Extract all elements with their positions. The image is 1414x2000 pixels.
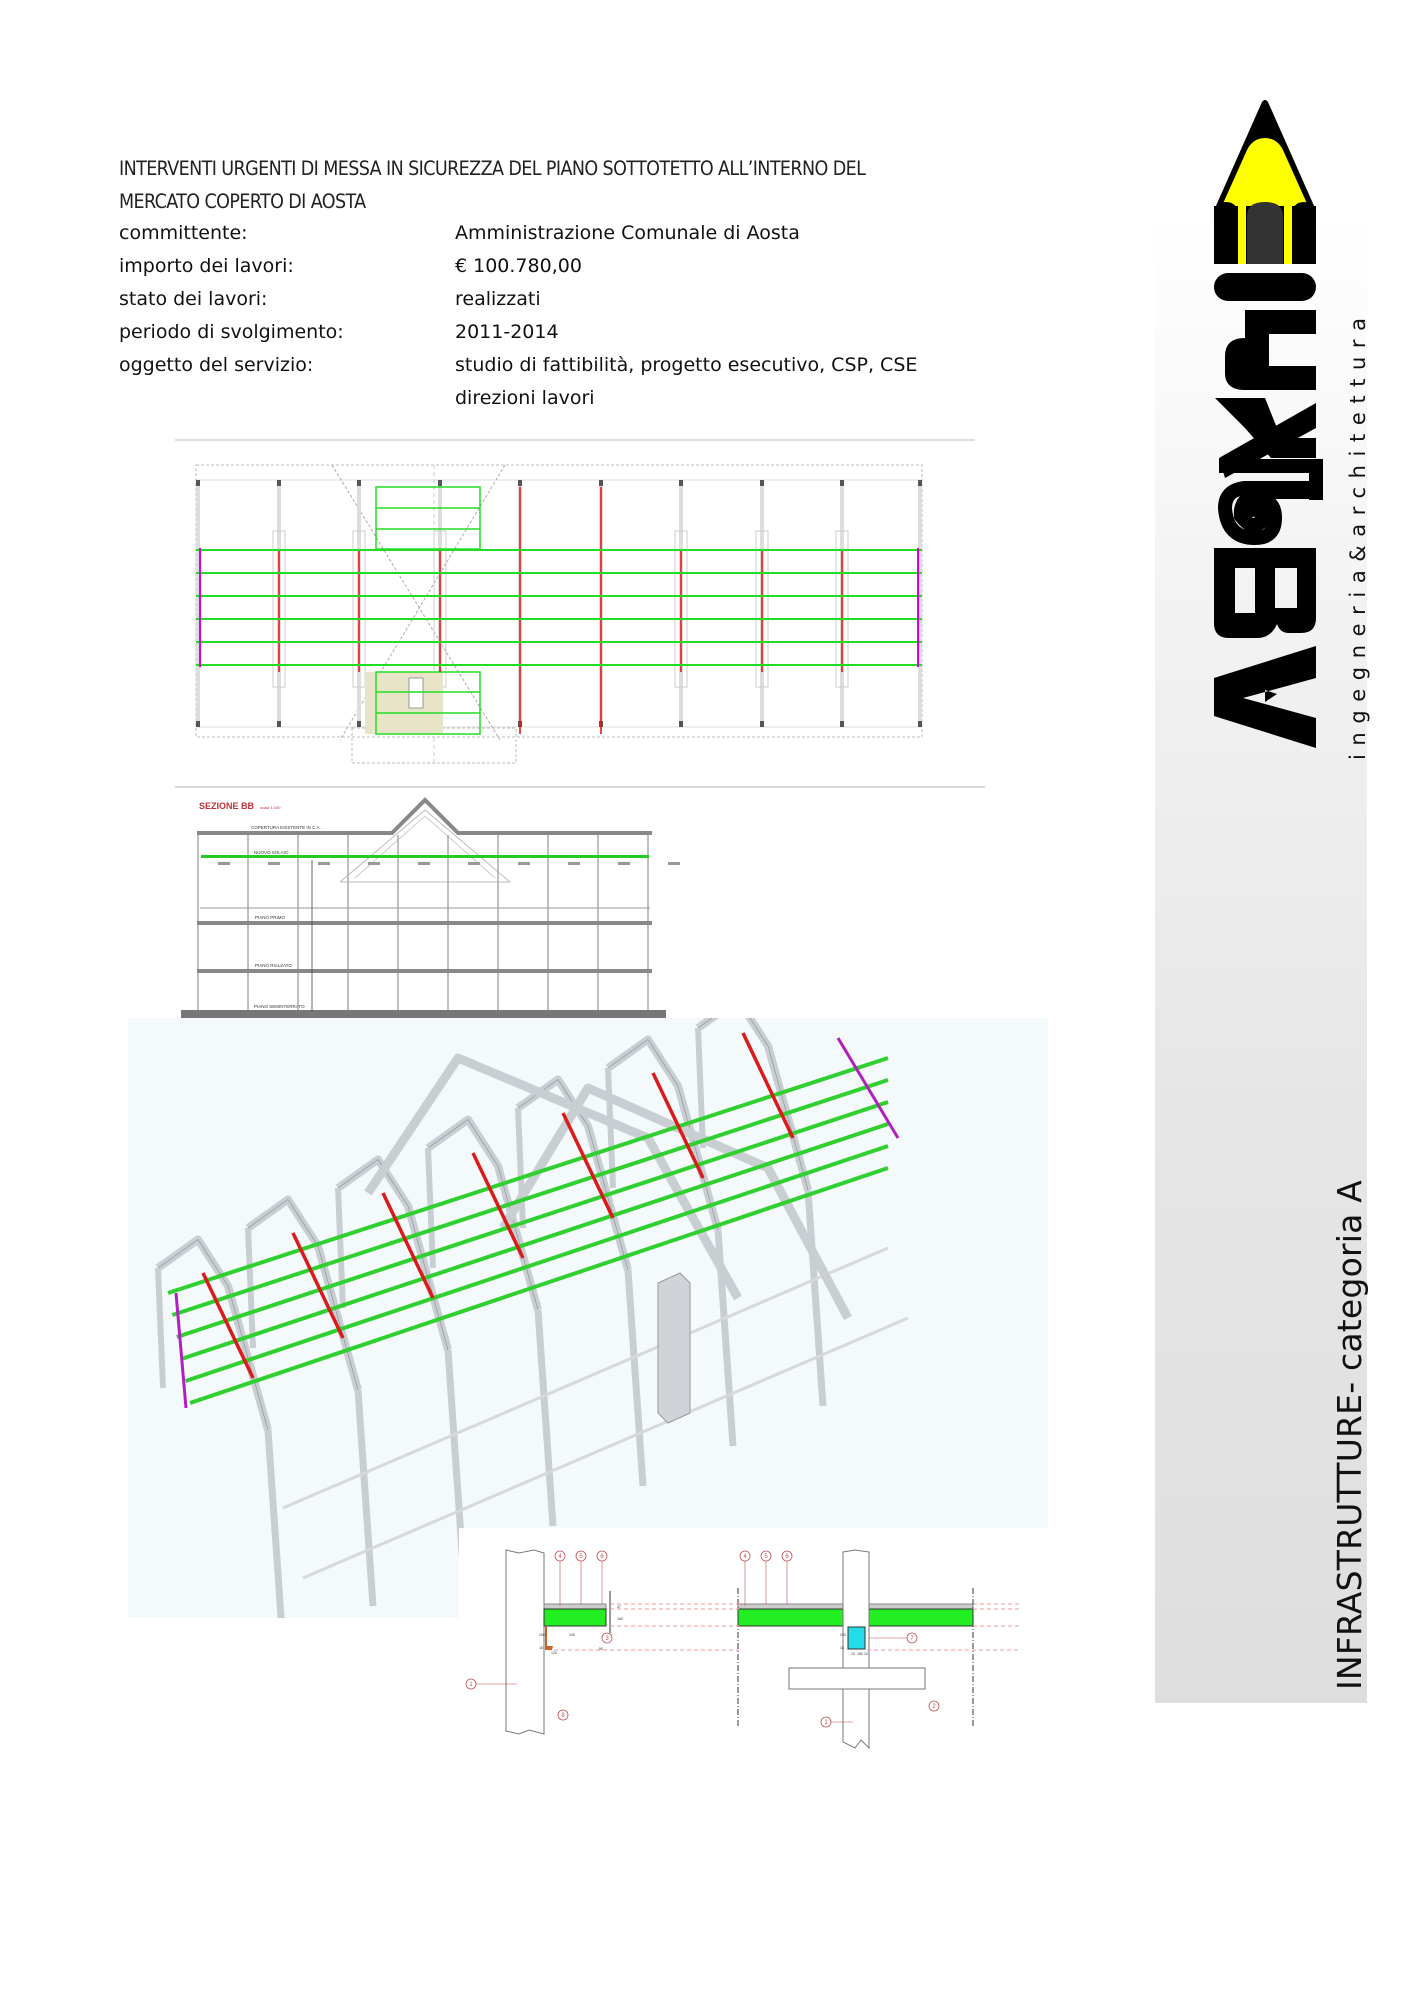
project-title-line1: INTERVENTI URGENTI DI MESSA IN SICUREZZA DEL PIANO SOTTOTETTO ALL’INTERNO DEL [119, 157, 866, 180]
section-slab-first [197, 921, 652, 925]
section-label-roof: COPERTURA ESISTENTE IN C.A. [251, 825, 321, 830]
pencil-logo-icon [1205, 98, 1325, 770]
section-slab-raised [197, 969, 652, 973]
info-value: studio di fattibilità, progetto esecutivo, CSP, CSE [455, 354, 918, 376]
info-label: stato dei lavori: [119, 288, 268, 310]
plan-frame-top [376, 487, 480, 549]
detail-dimension: 160 [617, 1617, 623, 1621]
plan-beams [196, 487, 922, 734]
detail-dimension: 160 [857, 1652, 863, 1656]
detail-callout-number: 6 [600, 1554, 604, 1560]
section-label-raised-floor: PIANO RIALZATO [255, 963, 292, 968]
section-label-new-floor: NUOVO SOLAIO [254, 850, 289, 855]
info-value: direzioni lavori [455, 387, 595, 409]
info-label: importo dei lavori: [119, 255, 294, 277]
info-label: committente: [119, 222, 248, 244]
detail-dimension: 18 [840, 1646, 844, 1650]
detail-left-slab [544, 1609, 606, 1626]
plan-opening [409, 678, 423, 708]
info-label: oggetto del servizio: [119, 354, 314, 376]
section-label-first-floor: PIANO PRIMO [255, 915, 286, 920]
detail-callout-number: 8 [561, 1713, 565, 1719]
detail-dimension: 10 [851, 1652, 855, 1656]
floor-plan-drawing [170, 435, 1000, 780]
detail-dimension: 120 [551, 1651, 557, 1655]
detail-dimension: 10 [864, 1652, 868, 1656]
detail-dimension: 220 [840, 1633, 846, 1637]
section-title: SEZIONE BB [199, 801, 255, 811]
section-drawing [170, 780, 1000, 1025]
plan-columns [196, 480, 922, 727]
detail-callout-number: 4 [743, 1554, 747, 1560]
info-value: Amministrazione Comunale di Aosta [455, 222, 800, 244]
detail-dimension: 47 [617, 1605, 621, 1609]
section-ground [181, 1010, 666, 1018]
detail-callout-number: 2 [932, 1704, 936, 1710]
detail-steel-beam [848, 1627, 865, 1649]
connection-detail-drawing [459, 1528, 1079, 1773]
detail-callout-number: 4 [558, 1554, 562, 1560]
project-title-line2: MERCATO COPERTO DI AOSTA [119, 190, 366, 213]
project-title [119, 152, 865, 218]
detail-callout-number: 1 [824, 1720, 828, 1726]
model-chimney [658, 1273, 690, 1423]
detail-callout-number: 6 [785, 1554, 789, 1560]
info-value: € 100.780,00 [455, 255, 582, 277]
section-scale: scala 1:100 [260, 805, 281, 810]
section-label-basement: PIANO SEMINTERRATO [254, 1004, 305, 1009]
category-label: INFRASTRUTTURE- categoria A [1330, 1180, 1369, 1690]
detail-callout-number: 5 [579, 1554, 583, 1560]
section-new-floor-beam [201, 855, 649, 858]
info-value: realizzati [455, 288, 541, 310]
detail-callout-number: 3 [605, 1636, 609, 1642]
plan-outline [196, 465, 922, 737]
logo-tagline: ingegneria&architettura [1346, 309, 1370, 760]
detail-callout-number: 5 [764, 1554, 768, 1560]
detail-callout-number: 7 [910, 1636, 914, 1642]
detail-dimension: 100 [539, 1633, 545, 1637]
detail-dimension: 18 [539, 1646, 543, 1650]
detail-callout-number: 1 [469, 1682, 473, 1688]
info-label: periodo di svolgimento: [119, 321, 344, 343]
detail-dimension: 50 [599, 1647, 603, 1651]
info-value: 2011-2014 [455, 321, 559, 343]
detail-dimension: 100 [569, 1633, 575, 1637]
